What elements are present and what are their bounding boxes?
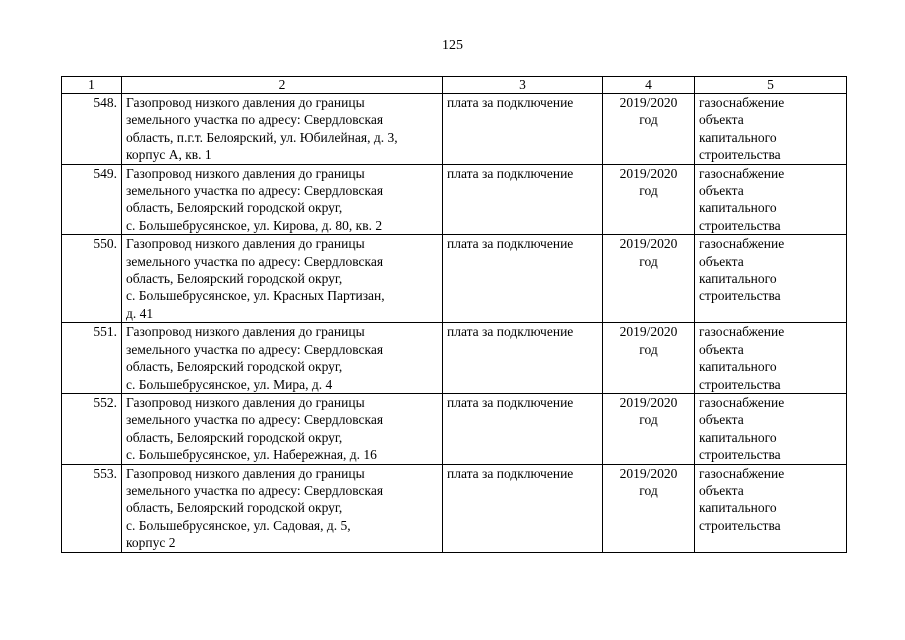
period-line: год xyxy=(639,412,658,428)
payment-type: плата за подключение xyxy=(443,393,603,464)
purpose xyxy=(695,393,847,464)
purpose-line: объекта xyxy=(699,253,744,269)
object-description xyxy=(122,164,443,235)
table-row xyxy=(62,464,847,552)
purpose-line: объекта xyxy=(699,183,744,199)
description-line: Газопровод низкого давления до границы xyxy=(126,465,365,481)
purpose-line: капитального xyxy=(699,429,777,445)
purpose-line: строительства xyxy=(699,376,781,392)
description-line: земельного участка по адресу: Свердловская xyxy=(126,412,384,428)
purpose xyxy=(695,164,847,235)
description-line: область, Белоярский городской округ, xyxy=(126,271,343,287)
page-number: 125 xyxy=(442,38,463,53)
purpose-line: объекта xyxy=(699,412,744,428)
description-line: корпус 2 xyxy=(126,535,176,551)
purpose-line: газоснабжение xyxy=(699,394,785,410)
description-line: область, Белоярский городской округ, xyxy=(126,429,343,445)
row-number: 550. xyxy=(62,235,122,323)
row-number: 551. xyxy=(62,323,122,394)
purpose-line: строительства xyxy=(699,147,781,163)
purpose-line: газоснабжение xyxy=(699,95,785,110)
purpose-line: объекта xyxy=(699,482,744,498)
row-number: 552. xyxy=(62,393,122,464)
purpose-line: газоснабжение xyxy=(699,236,785,252)
header-col-3: 3 xyxy=(443,77,603,94)
object-description xyxy=(122,393,443,464)
table-row xyxy=(62,94,847,165)
description-line: с. Большебрусянское, ул. Садовая, д. 5, xyxy=(126,517,351,533)
table-row xyxy=(62,393,847,464)
purpose-line: газоснабжение xyxy=(699,324,785,340)
header-col-4: 4 xyxy=(603,77,695,94)
description-line: область, Белоярский городской округ, xyxy=(126,359,343,375)
period-line: 2019/2020 xyxy=(619,394,678,410)
object-description xyxy=(122,323,443,394)
description-line: земельного участка по адресу: Свердловская xyxy=(126,112,384,128)
description-line: с. Большебрусянское, ул. Красных Партизан, xyxy=(126,288,385,304)
purpose-line: капитального xyxy=(699,500,777,516)
table-row xyxy=(62,323,847,394)
period-line: 2019/2020 xyxy=(619,165,678,181)
purpose-line: строительства xyxy=(699,447,781,463)
description-line: Газопровод низкого давления до границы xyxy=(126,394,365,410)
description-line: с. Большебрусянское, ул. Мира, д. 4 xyxy=(126,376,333,392)
period xyxy=(603,393,695,464)
description-line: земельного участка по адресу: Свердловская xyxy=(126,183,384,199)
payment-type: плата за подключение xyxy=(443,323,603,394)
period-line: год xyxy=(639,341,658,357)
description-line: область, п.г.т. Белоярский, ул. Юбилейная, д. 3, xyxy=(126,129,398,145)
purpose-line: объекта xyxy=(699,112,744,128)
period-line: год xyxy=(639,183,658,199)
description-line: земельного участка по адресу: Свердловская xyxy=(126,341,384,357)
document-table xyxy=(61,76,847,553)
purpose xyxy=(695,235,847,323)
period-line: 2019/2020 xyxy=(619,95,678,110)
payment-type: плата за подключение xyxy=(443,164,603,235)
table-row xyxy=(62,235,847,323)
period xyxy=(603,235,695,323)
description-line: область, Белоярский городской округ, xyxy=(126,200,343,216)
period-line: год xyxy=(639,112,658,128)
purpose-line: газоснабжение xyxy=(699,465,785,481)
period-line: 2019/2020 xyxy=(619,236,678,252)
purpose-line: капитального xyxy=(699,271,777,287)
period xyxy=(603,323,695,394)
description-line: область, Белоярский городской округ, xyxy=(126,500,343,516)
purpose-line: строительства xyxy=(699,288,781,304)
description-line: земельного участка по адресу: Свердловская xyxy=(126,482,384,498)
header-col-5: 5 xyxy=(695,77,847,94)
description-line: корпус А, кв. 1 xyxy=(126,147,212,163)
purpose-line: газоснабжение xyxy=(699,165,785,181)
description-line: Газопровод низкого давления до границы xyxy=(126,236,365,252)
purpose-line: капитального xyxy=(699,359,777,375)
purpose-line: капитального xyxy=(699,129,777,145)
period-line: 2019/2020 xyxy=(619,465,678,481)
header-col-1: 1 xyxy=(62,77,122,94)
purpose xyxy=(695,464,847,552)
header-row xyxy=(62,77,847,94)
object-description xyxy=(122,464,443,552)
description-line: д. 41 xyxy=(126,305,154,321)
purpose-line: строительства xyxy=(699,217,781,233)
row-number: 553. xyxy=(62,464,122,552)
row-number: 548. xyxy=(62,94,122,165)
purpose-line: объекта xyxy=(699,341,744,357)
period xyxy=(603,164,695,235)
table-row xyxy=(62,164,847,235)
purpose xyxy=(695,323,847,394)
period xyxy=(603,464,695,552)
payment-type: плата за подключение xyxy=(443,235,603,323)
header-col-2: 2 xyxy=(122,77,443,94)
purpose xyxy=(695,94,847,165)
purpose-line: капитального xyxy=(699,200,777,216)
period-line: год xyxy=(639,253,658,269)
object-description xyxy=(122,235,443,323)
description-line: Газопровод низкого давления до границы xyxy=(126,324,365,340)
purpose-line: строительства xyxy=(699,517,781,533)
description-line: с. Большебрусянское, ул. Кирова, д. 80, кв. 2 xyxy=(126,217,383,233)
payment-type: плата за подключение xyxy=(443,94,603,165)
description-line: Газопровод низкого давления до границы xyxy=(126,165,365,181)
object-description xyxy=(122,94,443,165)
row-number: 549. xyxy=(62,164,122,235)
period-line: 2019/2020 xyxy=(619,324,678,340)
period-line: год xyxy=(639,482,658,498)
description-line: земельного участка по адресу: Свердловская xyxy=(126,253,384,269)
description-line: с. Большебрусянское, ул. Набережная, д. 16 xyxy=(126,447,377,463)
payment-type: плата за подключение xyxy=(443,464,603,552)
period xyxy=(603,94,695,165)
description-line: Газопровод низкого давления до границы xyxy=(126,95,365,110)
